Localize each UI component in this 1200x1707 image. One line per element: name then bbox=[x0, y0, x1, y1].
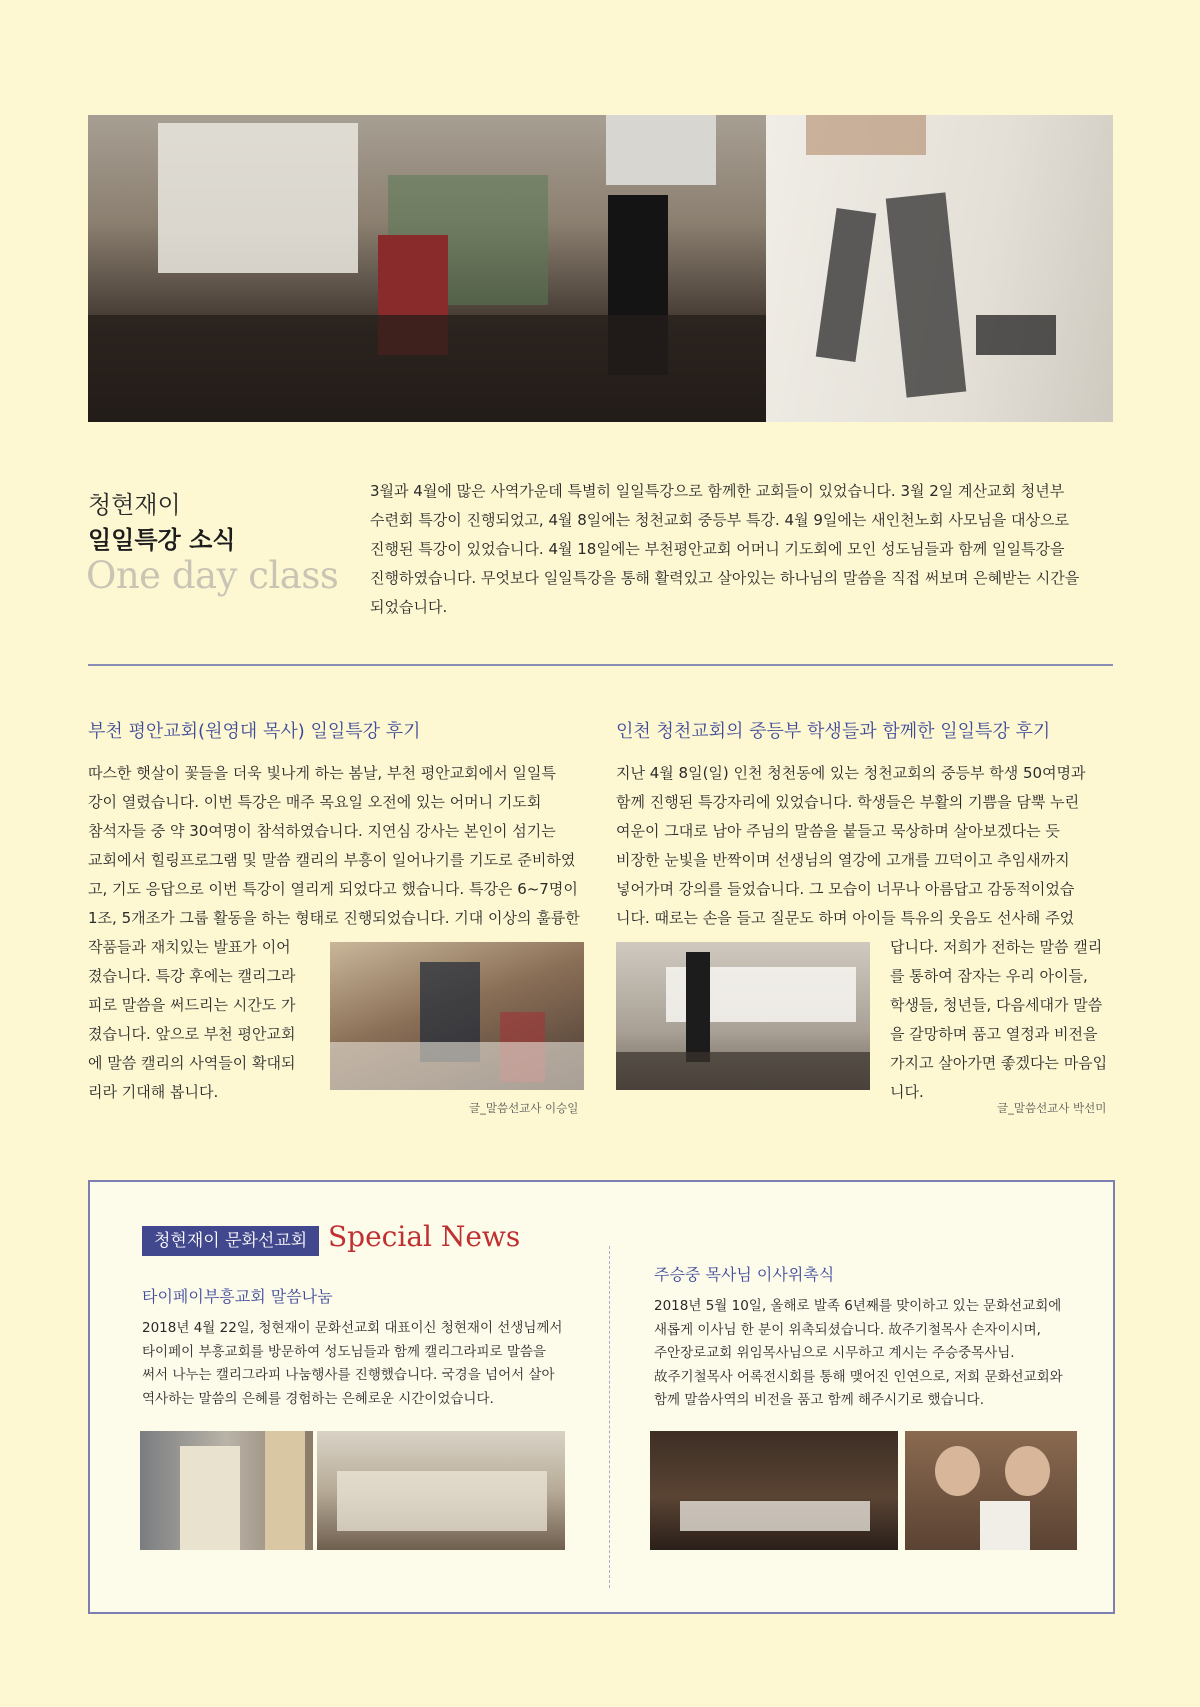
body-line: 타이페이 부흥교회를 방문하여 성도님들과 함께 캘리그라피로 말씀을 bbox=[142, 1343, 546, 1360]
right-body-wrap bbox=[890, 933, 1115, 1107]
board-meeting-photo bbox=[650, 1431, 898, 1550]
body-line: 작품들과 재치있는 발표가 이어 bbox=[88, 938, 291, 956]
body-line: 졌습니다. 특강 후에는 캘리그라 bbox=[88, 967, 296, 985]
intro-line: 진행된 특강이 있었습니다. 4월 18일에는 부천평안교회 어머니 기도회에 모인 성도님들과 함께 일일특강을 bbox=[370, 540, 1065, 558]
section-title-small: 청현재이 bbox=[88, 491, 181, 519]
special-news-title: Special News bbox=[328, 1220, 521, 1253]
body-line: 넣어가며 강의를 들었습니다. 그 모습이 너무나 아름답고 감동적이었습 bbox=[616, 880, 1075, 898]
intro-line: 되었습니다. bbox=[370, 598, 448, 616]
body-line: 역사하는 말씀의 은혜를 경험하는 은혜로운 시간이었습니다. bbox=[142, 1390, 494, 1407]
divider bbox=[88, 664, 1113, 666]
taipei-church-sign-photo bbox=[140, 1431, 313, 1550]
body-line: 가지고 살아가면 좋겠다는 마음입 bbox=[890, 1054, 1108, 1072]
section-title: 일일특강 소식 bbox=[88, 526, 236, 554]
body-line: 함께 진행된 특강자리에 있었습니다. 학생들은 부활의 기쁨을 담뿍 누린 bbox=[616, 793, 1080, 811]
section-title-en: One day class bbox=[86, 554, 339, 597]
body-line: 1조, 5개조가 그룹 활동을 하는 형태로 진행되었습니다. 기대 이상의 훌륭한 bbox=[88, 909, 580, 927]
body-line: 교회에서 힐링프로그램 및 말씀 캘리의 부흥이 일어나기를 기도로 준비하였 bbox=[88, 851, 576, 869]
taipei-group-photo bbox=[317, 1431, 565, 1550]
lecture-photo bbox=[88, 115, 766, 422]
special-left-body bbox=[142, 1317, 582, 1411]
body-line: 리라 기대해 봅니다. bbox=[88, 1083, 219, 1101]
body-line: 에 말씀 캘리의 사역들이 확대되 bbox=[88, 1054, 296, 1072]
left-byline: 글_말씀선교사 이승일 bbox=[469, 1101, 579, 1115]
body-line: 주안장로교회 위임목사님으로 시무하고 계시는 주승중목사님. bbox=[654, 1345, 1015, 1361]
left-body-wrap bbox=[88, 933, 318, 1107]
body-line: 졌습니다. 앞으로 부천 평안교회 bbox=[88, 1025, 296, 1043]
body-line: 지난 4월 8일(일) 인천 청천동에 있는 청천교회의 중등부 학생 50여명과 bbox=[616, 764, 1086, 782]
body-line: 답니다. 저희가 전하는 말씀 캘리 bbox=[890, 938, 1103, 956]
special-right-heading: 주승중 목사님 이사위촉식 bbox=[654, 1265, 835, 1284]
special-divider bbox=[609, 1246, 610, 1588]
body-line: 강이 열렸습니다. 이번 특강은 매주 목요일 오전에 있는 어머니 기도회 bbox=[88, 793, 542, 811]
intro-line: 수련회 특강이 진행되었고, 4월 8일에는 청천교회 중등부 특강. 4월 9일에는 새인천노회 사모님을 대상으로 bbox=[370, 511, 1070, 529]
right-column-title: 인천 청천교회의 중등부 학생들과 함께한 일일특강 후기 bbox=[616, 721, 1051, 742]
body-line: 따스한 햇살이 꽃들을 더욱 빛나게 하는 봄날, 부천 평안교회에서 일일특 bbox=[88, 764, 556, 782]
body-line: 故주기철목사 어록전시회를 통해 맺어진 인연으로, 저희 문화선교회와 bbox=[654, 1368, 1063, 1385]
intro-paragraph bbox=[370, 477, 1115, 622]
body-line: 2018년 5월 10일, 올해로 발족 6년째를 맞이하고 있는 문화선교회에 bbox=[654, 1298, 1062, 1314]
special-news-tag: 청현재이 문화선교회 bbox=[142, 1226, 319, 1256]
left-body bbox=[88, 759, 588, 933]
body-line: 여운이 그대로 남아 주님의 말씀을 붙들고 묵상하며 살아보겠다는 듯 bbox=[616, 822, 1060, 840]
class-photo bbox=[616, 942, 870, 1090]
body-line: 학생들, 청년들, 다음세대가 말씀 bbox=[890, 996, 1103, 1014]
body-line: 피로 말씀을 써드리는 시간도 가 bbox=[88, 996, 296, 1014]
body-line: 새롭게 이사님 한 분이 위촉되셨습니다. 故주기철목사 손자이시며, bbox=[654, 1321, 1041, 1338]
body-line: 을 갈망하며 품고 열정과 비전을 bbox=[890, 1025, 1098, 1043]
body-line: 고, 기도 응답으로 이번 특강이 열리게 되었다고 했습니다. 특강은 6~7명이 bbox=[88, 880, 578, 898]
body-line: 2018년 4월 22일, 청현재이 문화선교회 대표이신 청현재이 선생님께서 bbox=[142, 1320, 563, 1336]
body-line: 써서 나누는 캘리그라피 나눔행사를 진행했습니다. 국경을 넘어서 살아 bbox=[142, 1367, 555, 1383]
calligraphy-photo bbox=[766, 115, 1113, 422]
appointment-photo bbox=[905, 1431, 1077, 1550]
intro-line: 3월과 4월에 많은 사역가운데 특별히 일일특강으로 함께한 교회들이 있었습니다. 3월 2일 계산교회 청년부 bbox=[370, 482, 1065, 500]
workshop-photo bbox=[330, 942, 584, 1090]
special-right-body bbox=[654, 1295, 1084, 1413]
right-byline: 글_말씀선교사 박선미 bbox=[997, 1101, 1107, 1115]
left-column-title: 부천 평안교회(원영대 목사) 일일특강 후기 bbox=[88, 721, 421, 742]
body-line: 니다. 때로는 손을 들고 질문도 하며 아이들 특유의 웃음도 선사해 주었 bbox=[616, 909, 1075, 927]
right-body bbox=[616, 759, 1116, 933]
body-line: 비장한 눈빛을 반짝이며 선생님의 열강에 고개를 끄덕이고 추임새까지 bbox=[616, 851, 1070, 869]
body-line: 니다. bbox=[890, 1083, 924, 1101]
intro-line: 진행하였습니다. 무엇보다 일일특강을 통해 활력있고 살아있는 하나님의 말씀을 직접 써보며 은혜받는 시간을 bbox=[370, 569, 1080, 587]
body-line: 참석자들 중 약 30여명이 참석하였습니다. 지연심 강사는 본인이 섬기는 bbox=[88, 822, 556, 840]
special-left-heading: 타이페이부흥교회 말씀나눔 bbox=[142, 1287, 333, 1306]
body-line: 함께 말씀사역의 비전을 품고 함께 해주시기로 했습니다. bbox=[654, 1392, 984, 1408]
body-line: 를 통하여 잠자는 우리 아이들, bbox=[890, 967, 1088, 985]
